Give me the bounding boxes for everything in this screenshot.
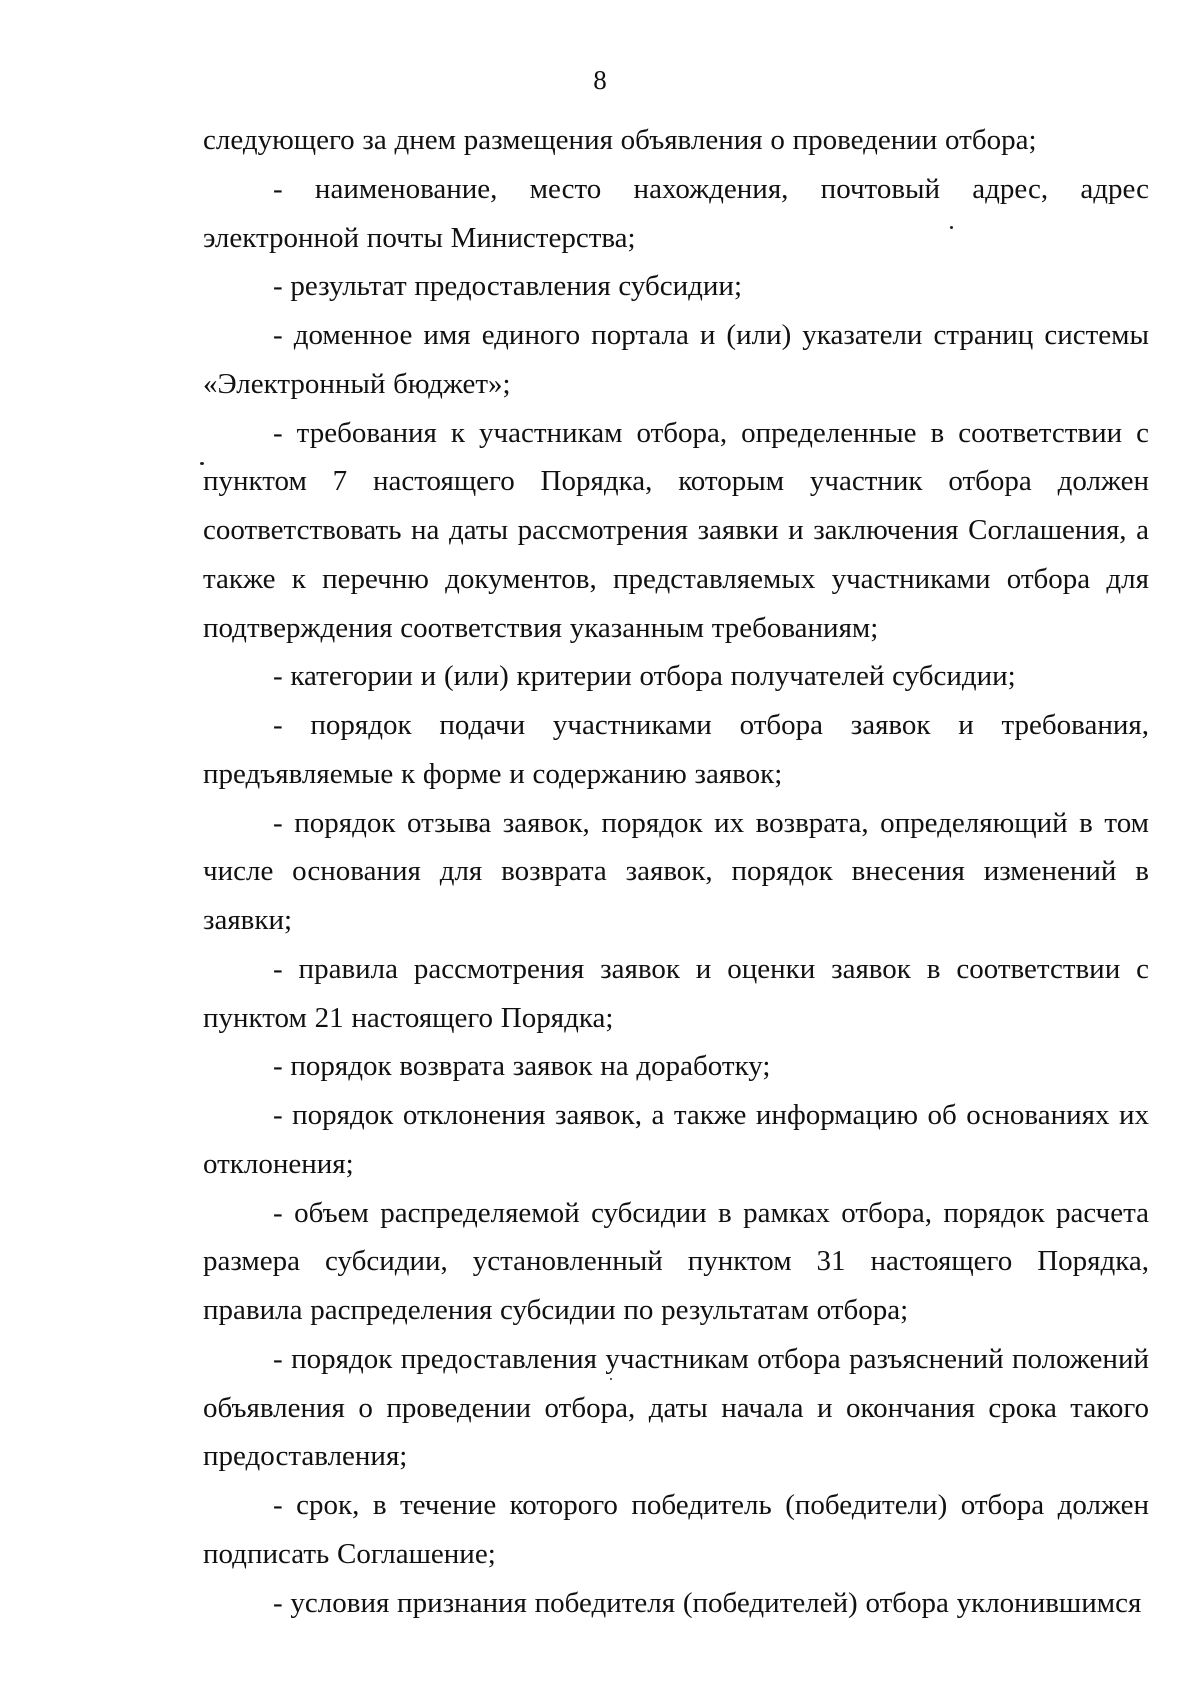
- scan-speck: [610, 1378, 612, 1380]
- list-item: - срок, в течение которого победитель (победители) отбора должен подписать Соглашение;: [203, 1489, 1149, 1570]
- list-item: - категории и (или) критерии отбора получателей субсидии;: [273, 660, 1016, 693]
- page-number: 8: [593, 65, 607, 95]
- list-item: - порядок отклонения заявок, а также информацию об основаниях их отклонения;: [203, 1099, 1149, 1180]
- list-item: - требования к участникам отбора, определенные в соответствии с пунктом 7 настоящего Порядка, которым участник отбора должен соответствовать на даты рассмотрения заявки и заключения Соглашения, а также к перечню документов, представляемых участниками отбора для подтверждения соответствия указанным требованиям;: [203, 416, 1149, 644]
- list-item: - условия признания победителя (победителей) отбора уклонившимся: [273, 1586, 1142, 1619]
- paragraph: следующего за днем размещения объявления о проведении отбора;: [203, 124, 1037, 156]
- list-item: - правила рассмотрения заявок и оценки заявок в соответствии с пунктом 21 настоящего Порядка;: [203, 952, 1149, 1034]
- list-item: - результат предоставления субсидии;: [273, 270, 743, 303]
- scan-speck: [200, 462, 204, 465]
- list-item: - порядок отзыва заявок, порядок их возврата, определяющий в том числе основания для возврата заявок, порядок внесения изменений в заявки;: [203, 806, 1149, 936]
- list-item: - наименование, место нахождения, почтовый адрес, адрес электронной почты Министерства;: [203, 172, 1149, 254]
- list-item: - объем распределяемой субсидии в рамках отбора, порядок расчета размера субсидии, установленный пунктом 31 настоящего Порядка, правила распределения субсидии по результатам отбора;: [203, 1196, 1149, 1326]
- list-item: - порядок возврата заявок на доработку;: [273, 1050, 771, 1083]
- list-item: - доменное имя единого портала и (или) указатели страниц системы «Электронный бюджет»;: [203, 319, 1149, 400]
- list-item: - порядок предоставления участникам отбора разъяснений положений объявления о проведении отбора, даты начала и окончания срока такого предоставления;: [203, 1342, 1149, 1473]
- document-body: [203, 116, 1149, 1627]
- scan-speck: [950, 226, 953, 229]
- list-item: - порядок подачи участниками отбора заявок и требования, предъявляемые к форме и содержанию заявок;: [203, 709, 1149, 790]
